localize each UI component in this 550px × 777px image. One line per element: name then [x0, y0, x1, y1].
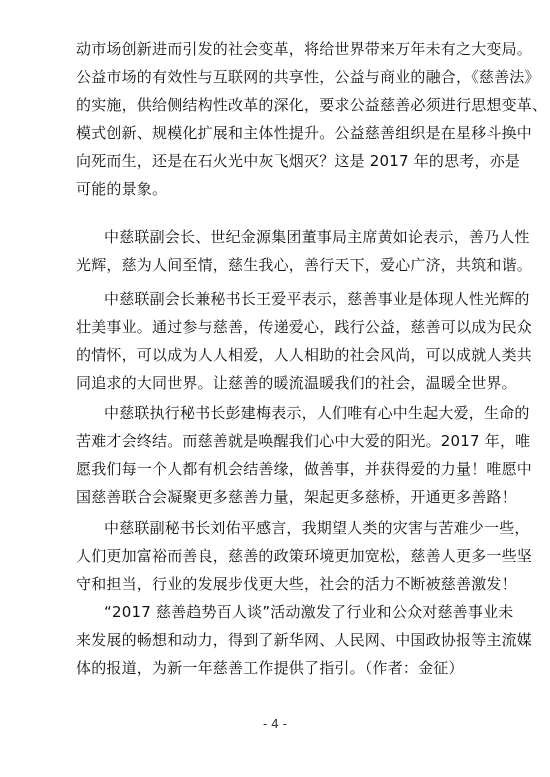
text-line: 来发展的畅想和动力，得到了新华网、人民网、中国政协报等主流媒: [76, 631, 533, 649]
text-line: 中慈联副会长兼秘书长王爱平表示，慈善事业是体现人性光辉的: [104, 290, 530, 308]
paragraph-1: [76, 35, 548, 203]
text-line: 中慈联执行秘书长彭建梅表示，人们唯有心中生起大爱，生命的: [104, 404, 530, 422]
text-line: 人们更加富裕而善良，慈善的政策环境更加宽松，慈善人更多一些坚: [76, 547, 533, 565]
text-line: 可能的景象。: [76, 180, 168, 198]
text-line: 壮美事业。通过参与慈善，传递爱心，践行公益，慈善可以成为民众: [76, 318, 533, 336]
text-line: 动市场创新进而引发的社会变革，将给世界带来万年未有之大变局。: [76, 40, 533, 58]
text-line: 公益市场的有效性与互联网的共享性，公益与商业的融合，《慈善法》: [76, 68, 540, 86]
paragraph-2: [76, 223, 533, 279]
text-line: 光辉，慈为人间至情，慈生我心，善行天下，爱心广济，共筑和谐。: [76, 256, 533, 274]
text-line: 愿我们每一个人都有机会结善缘，做善事，并获得爱的力量！唯愿中: [76, 460, 533, 478]
paragraph-4: [76, 399, 533, 511]
page-number: - 4 -: [263, 717, 287, 731]
text-line: 守和担当，行业的发展步伐更大些，社会的活力不断被慈善激发！: [76, 575, 517, 593]
paragraph-5: [76, 514, 533, 598]
text-line: 的实施，供给侧结构性改革的深化，要求公益慈善必须进行思想变革、: [76, 96, 548, 114]
text-line: 体的报道，为新一年慈善工作提供了指引。（作者：金征）: [76, 659, 464, 677]
text-line: 国慈善联合会凝聚更多慈善力量，架起更多慈桥，开通更多善路！: [76, 488, 517, 506]
text-line: 同追求的大同世界。让慈善的暖流温暖我们的社会，温暖全世界。: [76, 374, 517, 392]
text-line: 苦难才会终结。而慈善就是唤醒我们心中大爱的阳光。2017 年，唯: [76, 432, 531, 450]
text-line: 向死而生，还是在石火光中灰飞烟灭？这是 2017 年的思考，亦是: [76, 152, 521, 170]
text-line: 中慈联副会长、世纪金源集团董事局主席黄如论表示，善乃人性: [104, 228, 530, 246]
paragraph-6: [76, 598, 533, 682]
text-line: “2017 慈善趋势百人谈”活动激发了行业和公众对慈善事业未: [104, 603, 514, 621]
paragraph-3: [76, 285, 533, 397]
text-line: 模式创新、规模化扩展和主体性提升。公益慈善组织是在星移斗换中: [76, 124, 533, 142]
text-line: 中慈联副秘书长刘佑平感言，我期望人类的灾害与苦难少一些，: [104, 519, 530, 537]
text-line: 的情怀，可以成为人人相爱，人人相助的社会风尚，可以成就人类共: [76, 346, 533, 364]
